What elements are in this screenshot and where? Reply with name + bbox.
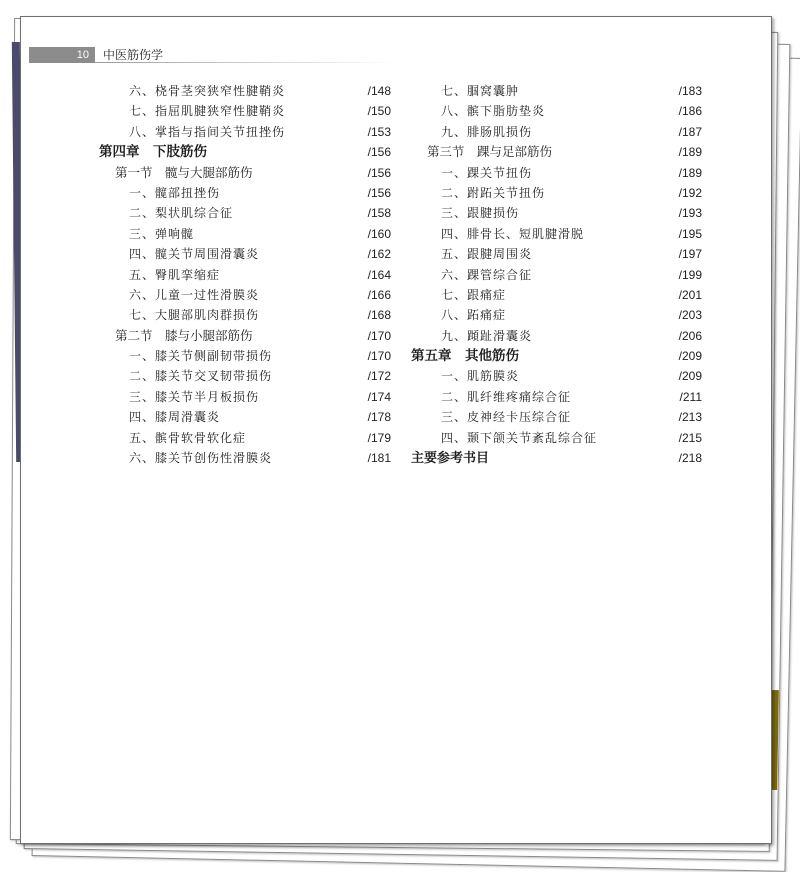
toc-entry-page: /148 [367, 84, 391, 98]
toc-entry-item [411, 305, 702, 325]
toc-entry-item [99, 81, 391, 101]
toc-entry-item [411, 224, 702, 244]
toc-entry-page: /206 [678, 328, 702, 343]
toc-entry-page: /160 [367, 226, 391, 241]
toc-entry-page: /170 [367, 328, 391, 343]
toc-entry-page: /172 [367, 369, 391, 384]
toc-entry-page: /195 [678, 226, 702, 241]
toc-entry-title: 六、踝管综合征 [441, 267, 533, 282]
toc-entry-item [99, 346, 391, 366]
toc-entry-page: /203 [678, 308, 702, 323]
toc-entry-item [411, 244, 702, 264]
toc-entry-page: /166 [367, 287, 391, 302]
toc-entry-section [99, 163, 391, 183]
toc-entry-title: 五、臀肌挛缩症 [129, 267, 221, 282]
toc-entry-page: /150 [367, 104, 391, 119]
toc-entry-title: 四、髋关节周围滑囊炎 [129, 247, 260, 262]
toc-entry-page: /213 [678, 410, 702, 425]
toc-entry-page: /174 [367, 389, 391, 404]
toc-entry-item [99, 285, 391, 305]
toc-entry-title: 六、儿童一过性滑膜炎 [129, 287, 260, 302]
toc-entry-item [99, 244, 391, 264]
toc-entry-item [99, 448, 391, 468]
toc-entry-page: /153 [367, 124, 391, 139]
toc-entry-title: 七、指屈肌腱狭窄性腱鞘炎 [129, 104, 286, 119]
toc-entry-title: 主要参考书目 [411, 450, 490, 466]
toc-entry-section [99, 326, 391, 346]
toc-entry-item [411, 326, 702, 346]
toc-entry-title: 四、膝周滑囊炎 [129, 410, 221, 425]
toc-entry-page: /156 [367, 165, 391, 180]
toc-entry-item [411, 122, 702, 142]
toc-entry-title: 九、蹞趾滑囊炎 [441, 328, 533, 343]
toc-entry-title: 二、膝关节交叉韧带损伤 [129, 369, 273, 384]
toc-entry-page: /162 [367, 247, 391, 262]
toc-entry-title: 七、跟痛症 [441, 287, 507, 302]
toc-entry-item [99, 101, 391, 121]
book-title: 中医筋伤学 [103, 48, 164, 62]
toc-entry-page: /189 [678, 145, 702, 160]
toc-entry-page: /187 [678, 124, 702, 139]
toc-entry-item [411, 366, 702, 386]
toc-entry-chapter [411, 346, 702, 366]
toc-entry-page: /192 [678, 185, 702, 200]
toc-entry-title: 一、踝关节扭伤 [441, 165, 533, 180]
toc-entry-title: 二、跗跖关节扭伤 [441, 185, 546, 200]
toc-entry-page: /181 [367, 451, 391, 466]
toc-entry-page: /193 [678, 206, 702, 221]
toc-entry-page: /201 [678, 287, 702, 302]
toc-entry-page: /211 [679, 389, 702, 404]
toc-entry-title: 第五章 其他筋伤 [411, 348, 519, 364]
toc-entry-page: /189 [678, 165, 702, 180]
toc-entry-item [99, 265, 391, 285]
toc-entry-item [411, 407, 702, 427]
toc-entry-page: /186 [678, 104, 702, 119]
toc-entry-page: /209 [678, 369, 702, 384]
toc-entry-item [99, 183, 391, 203]
toc-entry-page: /218 [678, 451, 702, 466]
toc-entry-title: 九、腓肠肌损伤 [441, 124, 533, 139]
toc-entry-title: 七、大腿部肌肉群损伤 [129, 308, 260, 323]
toc-entry-item [99, 203, 391, 223]
toc-entry-title: 六、桡骨茎突狭窄性腱鞘炎 [129, 84, 286, 98]
toc-entry-title: 四、颞下颌关节紊乱综合征 [441, 430, 598, 445]
toc-right-column [411, 81, 702, 468]
toc-entry-item [99, 305, 391, 325]
toc-entry-item [411, 183, 702, 203]
toc-entry-title: 三、跟腱损伤 [441, 206, 520, 221]
toc-entry-title: 五、跟腱周围炎 [441, 247, 533, 262]
document-page [20, 16, 772, 844]
page-number: 10 [29, 47, 95, 63]
toc-entry-item [411, 285, 702, 305]
toc-entry-title: 第二节 膝与小腿部筋伤 [115, 327, 253, 343]
toc-entry-title: 二、梨状肌综合征 [129, 206, 234, 221]
toc-entry-page: /170 [367, 349, 391, 364]
toc-entry-item [411, 101, 702, 121]
toc-entry-title: 五、髌骨软骨软化症 [129, 430, 247, 445]
toc-entry-title: 三、皮神经卡压综合征 [441, 410, 572, 425]
toc-entry-title: 四、腓骨长、短肌腱滑脱 [441, 226, 585, 241]
toc-entry-item [99, 366, 391, 386]
toc-entry-title: 八、跖痛症 [441, 308, 507, 323]
toc-entry-page: /156 [367, 145, 391, 160]
toc-entry-page: /199 [678, 267, 702, 282]
toc-entry-title: 八、髌下脂肪垫炎 [441, 104, 546, 119]
toc-entry-item [411, 387, 702, 407]
toc-entry-item [411, 163, 702, 183]
toc-entry-section [411, 142, 702, 162]
toc-entry-title: 六、膝关节创伤性滑膜炎 [129, 451, 273, 466]
toc-entry-title: 第四章 下肢筋伤 [99, 144, 207, 160]
toc-entry-item [411, 81, 702, 101]
toc-entry-page: /178 [367, 410, 391, 425]
toc-entry-title: 七、腘窝囊肿 [441, 84, 520, 98]
toc-entry-biblio [411, 448, 702, 468]
toc-entry-title: 三、膝关节半月板损伤 [129, 389, 260, 404]
toc-entry-title: 第一节 髋与大腿部筋伤 [115, 164, 253, 180]
toc-entry-item [99, 224, 391, 244]
toc-entry-page: /209 [678, 349, 702, 364]
toc-entry-item [99, 122, 391, 142]
toc-entry-item [99, 428, 391, 448]
toc-entry-page: /197 [678, 247, 702, 262]
toc-left-column [99, 81, 391, 468]
toc-entry-item [411, 265, 702, 285]
toc-entry-page: /215 [678, 430, 702, 445]
toc-entry-page: /164 [367, 267, 391, 282]
toc-entry-item [99, 407, 391, 427]
toc-entry-item [99, 387, 391, 407]
toc-entry-item [411, 428, 702, 448]
toc-entry-page: /183 [678, 84, 702, 98]
toc-entry-page: /156 [367, 185, 391, 200]
toc-entry-title: 一、肌筋膜炎 [441, 369, 520, 384]
toc-entry-page: /179 [367, 430, 391, 445]
toc-entry-chapter [99, 142, 391, 162]
toc-entry-title: 一、髋部扭挫伤 [129, 185, 221, 200]
toc-entry-title: 一、膝关节侧副韧带损伤 [129, 349, 273, 364]
toc-entry-title: 八、掌指与指间关节扭挫伤 [129, 124, 286, 139]
running-header [29, 47, 389, 63]
toc-entry-title: 第三节 踝与足部筋伤 [427, 144, 553, 160]
toc-entry-title: 三、弹响髋 [129, 226, 195, 241]
toc-entry-page: /158 [367, 206, 391, 221]
toc-entry-title: 二、肌纤维疼痛综合征 [441, 389, 572, 404]
toc-entry-item [411, 203, 702, 223]
toc-entry-page: /168 [367, 308, 391, 323]
header-rule [95, 62, 395, 63]
